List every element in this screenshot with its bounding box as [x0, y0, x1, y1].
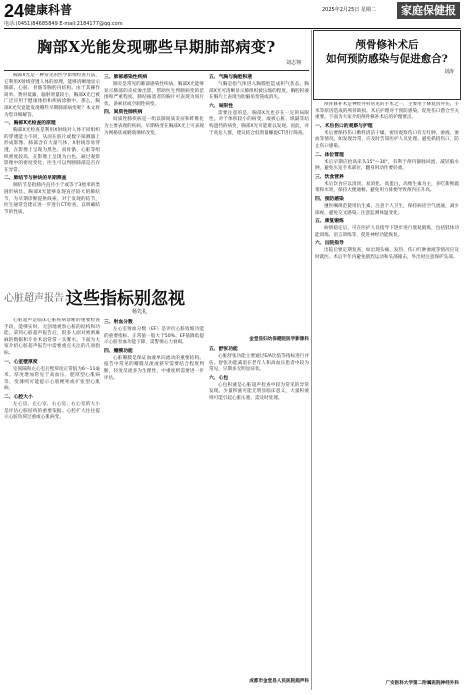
- article1-header: [4, 30, 309, 71]
- article3-intro: 颅骨修补术是神经外科常见的手术之一，主要用于修复因外伤、手术等原因造成的颅骨缺损。术后护理对于预防感染、促进伤口愈合至关重要。下面为大家介绍颅骨修补术后的护理要点。: [315, 102, 459, 121]
- article3-author: 刘涛: [443, 69, 454, 75]
- article1-heading-3: 三、肺部感染性疾病: [104, 75, 148, 80]
- issue-date: 2025年2月25日 星期二: [322, 7, 376, 13]
- article3-heading-4: 四、预防感染: [315, 196, 344, 202]
- page-header: [0, 0, 465, 27]
- article3-title-line2: 如何预防感染与促进愈合?: [326, 53, 448, 65]
- article1-text-1: 胸部X光检查是利用X射线对人体不同组织的穿透能力不同，从而在胶片或数字探测器上形成影像。肺部含有大量气体，X射线容易穿透，在影像上呈现为黑色；而骨骼、心脏等组织密度较高，在影像上呈现为白色。通过观察影像中的密度变化，医生可以判断肺部是否存在异常。: [4, 128, 100, 173]
- article3-heading-1: 一、术后伤口的观察与护理: [315, 123, 373, 129]
- article1-heading-2: 二、肺结节与肿块的早期筛查: [4, 176, 67, 182]
- article2-text-3: 左心室射血分数（EF）是评价心脏收缩功能的重要指标，正常值一般大于50%。EF值降低提示心脏泵血功能下降，需警惕心力衰竭。: [104, 327, 204, 346]
- article2-column-1: [4, 318, 100, 688]
- article2-intro: 心脏超声是临床心脏疾病诊断的重要检查手段，能够实时、无创地观察心脏的结构和功能。拿到心脏超声报告后，很多人面对密密麻麻的数据和专业术语常常一头雾水。下面为大家介绍心脏超声报告中需要重点关注的几项指标。: [4, 318, 100, 356]
- article3-heading-5: 五、康复锻炼: [315, 219, 344, 225]
- article2-text-5: 心脏舒张功能主要通过E/A比值等指标进行评估。舒张功能减退在老年人和高血压患者中较为常见，早期多无明显症状。: [209, 354, 309, 373]
- article3-heading-6: 六、出院指导: [315, 241, 344, 247]
- article1-title: 胸部X光能发现哪些早期肺部病变?: [37, 38, 276, 56]
- article1-heading-5: 五、气胸与胸腔积液: [209, 75, 253, 80]
- article3-source: 广安医科大学第二附属医院神经外科: [385, 681, 459, 686]
- article2-text-6: 心包积液是心脏超声检查中较为常见的异常发现。少量积液可能无明显临床意义，大量积液则可能引起心脏压塞，需及时处理。: [209, 382, 309, 401]
- article2-column-2: [104, 318, 204, 688]
- article2-source: 成都市金堂县人民医院超声科: [249, 679, 309, 684]
- article3-text-4: 遵医嘱规范使用抗生素，注意个人卫生，保持病房空气流通，减少探视，避免交叉感染。注意监测体温变化。: [315, 203, 459, 216]
- article3-text-3: 术后饮食应以清淡、易消化、高蛋白、高维生素为主，多吃新鲜蔬菜和水果，保持大便通畅，避免用力排便导致颅内压升高。: [315, 181, 459, 194]
- article1-source: 金堂县妇幼保健院医学影像科: [249, 337, 309, 342]
- article2-text-2: 左心房、左心室、右心房、右心室的大小是评估心脏结构的重要依据。心腔扩大往往提示心脏负荷过重或心肌病变。: [4, 401, 100, 421]
- article2-heading-6: 六、心包: [209, 375, 229, 381]
- article1-text-5: 气胸是指气体进入胸膜腔造成积气状态。胸部X光可清晰显示肺组织被压缩的程度。胸腔积液在胸片上表现为肋膈角变钝或消失。: [209, 82, 309, 101]
- article1-column-1: [4, 73, 100, 283]
- article3: [313, 30, 461, 690]
- article1-heading-6: 六、局限性: [209, 103, 233, 109]
- article3-body: [315, 102, 459, 676]
- article2-header: [4, 285, 204, 315]
- article1-heading-1: 一、胸部X光检查的原理: [4, 121, 56, 127]
- article2-author: 杨先礼: [132, 309, 148, 315]
- article1-text-2: 肺结节是指肺内直径小于或等于3厘米的类圆形病灶。胸部X光能够发现直径较大的肺结节，为早期诊断提供线索。对于发现的结节，医生通常会建议进一步进行CT检查，以明确结节的性质。: [4, 183, 100, 215]
- article3-title-line1: 颅骨修补术后: [355, 39, 419, 51]
- article1-intro: 胸部X光是一种常见的医学影像检查方法，它利用X射线穿透人体的原理，能够清晰地显示肺部、心脏、骨骼等胸腔内结构。由于其操作简单、费用低廉、辐射剂量较小，胸部X光已被广泛应用于健康体检和疾病诊断中。那么，胸部X光究竟能发现哪些早期肺部病变呢？本文将为您详细解答。: [4, 73, 100, 118]
- article2-heading-3: 三、射血分数: [104, 320, 133, 325]
- article1-text-3: 肺炎是常见的肺部感染性疾病。胸部X光能够显示肺部的炎症渗出影，帮助医生判断病变的范围和严重程度。肺结核患者的胸片可表现为斑片状、条索状或空洞性病变。: [104, 82, 204, 107]
- article2-heading-4: 四、瓣膜功能: [104, 348, 133, 354]
- article2-text-1: 室间隔和左心室后壁厚度正常值为6～11毫米。厚度增加常见于高血压、肥厚型心肌病等，变薄则可能提示心肌梗死或扩张型心肌病。: [4, 366, 100, 392]
- header-rule: [4, 28, 461, 29]
- column-divider: [311, 30, 312, 690]
- article1-author: 刘志翔: [285, 60, 301, 66]
- article3-title-box: [313, 30, 461, 100]
- article3-text-5: 病情稳定后，可在医护人员指导下逐步进行康复锻炼，包括肢体功能训练、语言训练等，促进神经功能恢复。: [315, 226, 459, 238]
- paper-name: 家庭保健报: [397, 2, 460, 19]
- article3-heading-3: 三、饮食营养: [315, 174, 344, 180]
- article2-column-3: [209, 345, 309, 675]
- article2-heading-1: 一、心室壁厚度: [4, 359, 38, 365]
- article2-kicker: 心脏超声报告：: [4, 293, 74, 304]
- article3-text-2: 术后早期应抬高床头15°～30°，有利于颅内静脉回流，减轻脑水肿。避免压迫手术部位，翻身时动作要轻柔。: [315, 159, 459, 172]
- article1-text-6: 需要注意的是，胸部X光也存在一定的局限性。对于体积较小的病变，或被心脏、纵隔等结构遮挡的病变，胸部X光可能难以发现。因此，对于高危人群，建议结合低剂量螺旋CT进行筛查。: [209, 110, 309, 136]
- article2-title: 这些指标别忽视: [66, 289, 185, 309]
- page-number: 24: [4, 1, 25, 21]
- article3-heading-2: 二、体位管理: [315, 152, 344, 158]
- article2-text-4: 心脏瓣膜是保证血液单向流动的重要结构。报告中常见的瓣膜反流或狭窄需要结合程度判断，轻度反流多为生理性，中重度则需要进一步评估。: [104, 355, 204, 381]
- article1-heading-4: 四、间质性肺疾病: [104, 110, 143, 116]
- article3-text-6: 出院后要定期复查，如出现头痛、发热、伤口红肿渗液等情况应及时就医。术后半年内避免剧烈运动和头部撞击，外出时注意保护头部。: [315, 248, 459, 260]
- article1-text-4: 间质性肺疾病是一组以肺间质炎症和纤维化为主要表现的疾病。早期病变在胸部X光上可表现为网格状或磨玻璃样改变。: [104, 117, 204, 136]
- article2-heading-2: 二、心腔大小: [4, 394, 33, 400]
- column-name: 健康科普: [24, 3, 73, 17]
- article2-heading-5: 五、舒张功能: [209, 347, 238, 352]
- article1-column-3: [209, 73, 309, 343]
- contact-line: 电话:(0451)84685849 E-mail:2184177@qq.com: [4, 21, 123, 27]
- article3-text-1: 术后要保持伤口敷料清洁干燥，密切观察伤口有无红肿、渗液、渗血等情况。如发现异常，应及时告知医护人员处理。避免抓挠伤口，防止伤口感染。: [315, 130, 459, 149]
